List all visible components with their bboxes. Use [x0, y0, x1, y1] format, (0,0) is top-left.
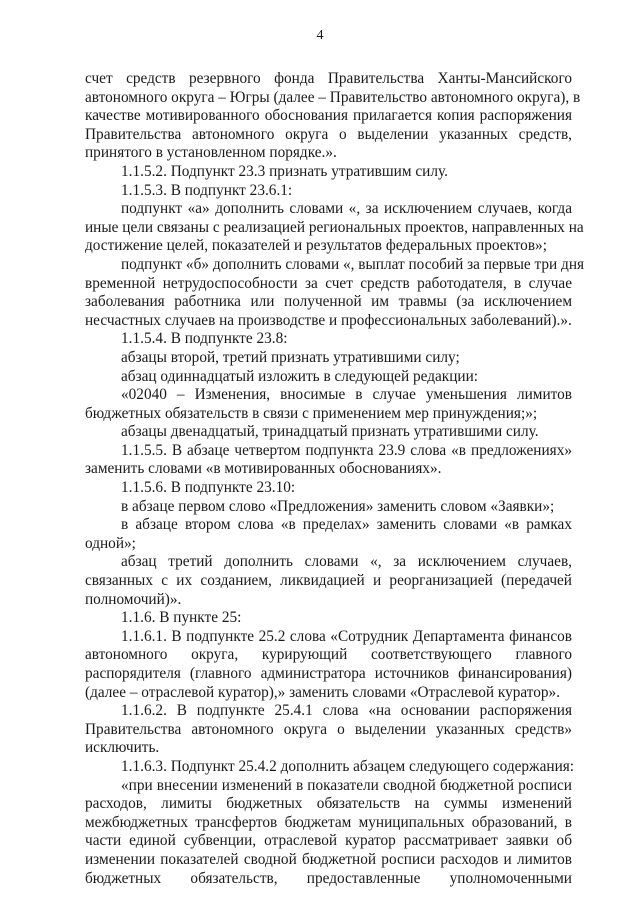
text-line: заболевания работника или полученной им травмы (за исключением	[85, 293, 572, 311]
text-line: части единой субвенции, отраслевой куратор рассматривает заявки об	[85, 832, 572, 850]
text-line: иные цели связаны с реализацией региональных проектов, направленных на	[85, 218, 584, 236]
text-line: абзац одиннадцатый изложить в следующей редакции:	[121, 367, 479, 385]
text-line: качестве мотивированного обоснования прилагается копия распоряжения	[85, 107, 572, 125]
text-line: временной нетрудоспособности за счет средств работодателя, в случае	[85, 274, 572, 292]
text-line: автономного округа, курирующий соответствующего главного	[85, 646, 572, 664]
text-line: подпункт «а» дополнить словами «, за исключением случаев, когда	[121, 200, 572, 218]
text-line: автономного округа – Югры (далее – Правительство автономного округа), в	[85, 88, 581, 106]
text-line: бюджетных обязательств в связи с применением мер принуждения;»;	[85, 404, 538, 422]
text-line: заменить словами «в мотивированных обоснованиях».	[85, 460, 442, 478]
text-line: 1.1.5.6. В подпункте 23.10:	[121, 479, 296, 497]
text-line: 1.1.6. В пункте 25:	[121, 609, 242, 627]
text-line: абзац третий дополнить словами «, за исключением случаев,	[121, 553, 572, 571]
text-line: бюджетных обязательств, предоставленные уполномоченными	[85, 869, 572, 887]
text-line: одной»;	[85, 534, 136, 552]
text-line: в абзаце первом слово «Предложения» заменить словом «Заявки»;	[121, 497, 555, 515]
text-line: 1.1.5.4. В подпункте 23.8:	[121, 330, 288, 348]
text-line: абзацы двенадцатый, тринадцатый признать утратившими силу.	[121, 423, 539, 441]
text-line: 1.1.5.3. В подпункт 23.6.1:	[121, 181, 293, 199]
text-line: расходов, лимиты бюджетных обязательств на суммы изменений	[85, 795, 572, 813]
text-line: 1.1.5.2. Подпункт 23.3 признать утратившим силу.	[121, 162, 448, 180]
text-line: «02040 – Изменения, вносимые в случае уменьшения лимитов	[121, 386, 572, 404]
text-line: принятого в установленном порядке.».	[85, 144, 337, 162]
text-line: подпункт «б» дополнить словами «, выплат пособий за первые три дня	[121, 255, 585, 273]
text-line: абзацы второй, третий признать утратившими силу;	[121, 348, 460, 366]
text-line: межбюджетных трансфертов бюджетам муниципальных образований, в	[85, 813, 572, 831]
text-line: 1.1.5.5. В абзаце четвертом подпункта 23.9 слова «в предложениях»	[121, 441, 572, 459]
page-number: 4	[316, 28, 324, 43]
text-line: достижение целей, показателей и результатов федеральных проектов»;	[85, 237, 547, 255]
text-line: исключить.	[85, 739, 160, 757]
text-line: «при внесении изменений в показатели сводной бюджетной росписи	[121, 776, 572, 794]
text-line: 1.1.6.3. Подпункт 25.4.2 дополнить абзацем следующего содержания:	[121, 757, 575, 775]
text-line: Правительства автономного округа о выделении указанных средств»	[85, 720, 572, 738]
text-line: связанных с их созданием, ликвидацией и реорганизацией (передачей	[85, 572, 572, 590]
text-line: распорядителя (главного администратора источников финансирования)	[85, 665, 572, 682]
text-line: несчастных случаев на производстве и профессиональных заболеваний).».	[85, 311, 572, 329]
text-line: 1.1.6.1. В подпункте 25.2 слова «Сотрудник Департамента финансов	[121, 627, 572, 645]
text-line: полномочий)».	[85, 590, 182, 608]
document-body	[85, 70, 585, 888]
text-line: Правительства автономного округа о выделении указанных средств,	[85, 125, 572, 143]
text-line: изменении показателей сводной бюджетной росписи расходов и лимитов	[85, 850, 572, 868]
text-line: (далее – отраслевой куратор),» заменить словами «Отраслевой куратор».	[85, 683, 561, 701]
text-line: в абзаце втором слова «в пределах» заменить словами «в рамках	[121, 516, 572, 534]
text-line: 1.1.6.2. В подпункте 25.4.1 слова «на основании распоряжения	[121, 702, 572, 720]
text-line: счет средств резервного фонда Правительства Ханты-Мансийского	[85, 70, 572, 87]
